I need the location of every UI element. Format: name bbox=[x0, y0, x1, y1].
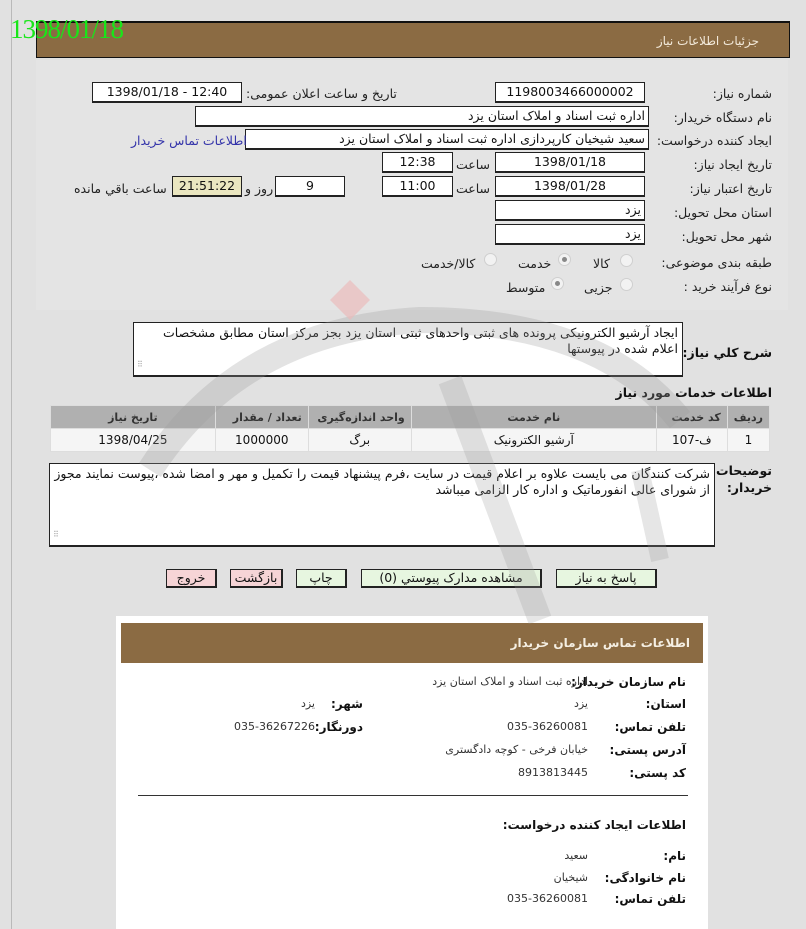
requester-family-label: نام خانوادگی: bbox=[604, 871, 686, 885]
validity-date-label: تاریخ اعتبار نیاز: bbox=[689, 181, 772, 196]
days-remaining-field[interactable]: 9 bbox=[275, 176, 345, 197]
contact-address-label: آدرس پستی: bbox=[609, 743, 686, 757]
radio-minor[interactable] bbox=[620, 278, 633, 291]
requester-family-value: شیخیان bbox=[553, 871, 588, 884]
exit-button[interactable]: خروج bbox=[166, 569, 217, 588]
process-label: نوع فرآیند خرید : bbox=[683, 279, 772, 294]
validity-time-field[interactable]: 11:00 bbox=[382, 176, 453, 197]
left-border-line bbox=[11, 0, 12, 929]
validity-time-label: ساعت bbox=[456, 181, 491, 196]
view-attachments-button[interactable]: مشاهده مدارک پیوستي (0) bbox=[361, 569, 542, 588]
contact-fax-value: 035-36267226 bbox=[234, 720, 315, 733]
radio-goods-service[interactable] bbox=[484, 253, 497, 266]
radio-medium[interactable] bbox=[551, 277, 564, 290]
print-button[interactable]: چاپ bbox=[296, 569, 347, 588]
table-row bbox=[51, 429, 770, 452]
col-code: کد خدمت bbox=[656, 406, 727, 429]
buyer-org-label: نام دستگاه خریدار: bbox=[673, 110, 772, 125]
reply-button[interactable]: پاسخ به نیاز bbox=[556, 569, 657, 588]
resize-grip-icon[interactable]: ⠿ bbox=[137, 360, 143, 369]
province-field[interactable]: یزد bbox=[495, 200, 645, 221]
contact-city-label: شهر: bbox=[331, 697, 363, 711]
cell-name: آرشیو الکترونیک bbox=[411, 429, 656, 452]
created-time-field[interactable]: 12:38 bbox=[382, 152, 453, 173]
date-stamp: 1398/01/18 bbox=[10, 14, 124, 44]
radio-medium-label: متوسط bbox=[506, 280, 546, 295]
cell-unit: برگ bbox=[308, 429, 411, 452]
need-number-label: شماره نیاز: bbox=[712, 86, 772, 101]
resize-grip-icon[interactable]: ⠿ bbox=[53, 530, 59, 539]
description-text: ایجاد آرشیو الکترونیکی پرونده های ثبتی واحدهای ثبتی استان یزد بجز مرکز استان مطابق مشخصات اعلام شده در پیوستها bbox=[163, 325, 678, 356]
services-table bbox=[50, 405, 770, 452]
cell-date: 1398/04/25 bbox=[51, 429, 216, 452]
contact-org-label: نام سازمان خریدار: bbox=[571, 675, 686, 689]
requester-name-value: سعید bbox=[564, 849, 588, 862]
contact-title: اطلاعات تماس سازمان خریدار bbox=[510, 636, 690, 650]
radio-service[interactable] bbox=[558, 253, 571, 266]
requester-info-title: اطلاعات ایجاد کننده درخواست: bbox=[502, 818, 686, 832]
requester-label: ایجاد کننده درخواست: bbox=[656, 133, 772, 148]
col-qty: تعداد / مقدار bbox=[215, 406, 308, 429]
contact-phone-value: 035-36260081 bbox=[507, 720, 588, 733]
contact-fax-label: دورنگار: bbox=[314, 720, 363, 734]
announce-label: تاریخ و ساعت اعلان عمومی: bbox=[246, 86, 397, 101]
contact-phone-label: تلفن تماس: bbox=[614, 720, 686, 734]
city-field[interactable]: یزد bbox=[495, 224, 645, 245]
description-textarea[interactable] bbox=[133, 322, 683, 377]
contact-province-value: یزد bbox=[573, 697, 588, 710]
city-label: شهر محل تحویل: bbox=[681, 229, 772, 244]
back-button[interactable]: بازگشت bbox=[230, 569, 283, 588]
table-header-row bbox=[51, 406, 770, 429]
requester-phone-label: تلفن تماس: bbox=[614, 892, 686, 906]
radio-goods[interactable] bbox=[620, 254, 633, 267]
category-label: طبقه بندی موضوعی: bbox=[661, 255, 772, 270]
cell-code: ف-107 bbox=[656, 429, 727, 452]
buyer-notes-label: توضیحات خریدار: bbox=[716, 463, 772, 495]
contact-address-value: خیابان فرخی - کوچه دادگستری bbox=[445, 743, 588, 756]
created-time-label: ساعت bbox=[456, 157, 491, 172]
contact-city-value: یزد bbox=[300, 697, 315, 710]
created-date-field[interactable]: 1398/01/18 bbox=[495, 152, 645, 173]
created-date-label: تاریخ ایجاد نیاز: bbox=[693, 157, 772, 172]
contact-postal-value: 8913813445 bbox=[518, 766, 588, 779]
buyer-contact-card bbox=[116, 616, 708, 929]
buyer-notes-text: شرکت کنندگان می بایست علاوه بر اعلام قیمت در سایت ،فرم پیشنهاد قیمت را تکمیل و مهر و امضا شده ،پیوست نمایند مجوز از شورای عالی انفورماتیک و اداره کار الزامی میباشد bbox=[54, 466, 710, 497]
radio-goods-label: کالا bbox=[593, 256, 610, 271]
buyer-contact-link[interactable]: اطلاعات تماس خریدار bbox=[131, 133, 247, 148]
radio-minor-label: جزیی bbox=[584, 280, 613, 295]
province-label: استان محل تحویل: bbox=[673, 205, 772, 220]
contact-postal-label: کد پستی: bbox=[629, 766, 686, 780]
need-number-field[interactable]: 1198003466000002 bbox=[495, 82, 645, 103]
days-label: روز و bbox=[245, 181, 274, 196]
requester-name-label: نام: bbox=[663, 849, 686, 863]
validity-date-field[interactable]: 1398/01/28 bbox=[495, 176, 645, 197]
radio-goods-service-label: کالا/خدمت bbox=[421, 256, 476, 271]
requester-field[interactable]: سعید شیخیان کارپردازی اداره ثبت اسناد و املاک استان یزد bbox=[245, 129, 649, 150]
page-title: جزئیات اطلاعات نیاز bbox=[656, 34, 759, 48]
contact-org-value: اداره ثبت اسناد و املاک استان یزد bbox=[432, 675, 588, 688]
requester-phone-value: 035-36260081 bbox=[507, 892, 588, 905]
col-name: نام خدمت bbox=[411, 406, 656, 429]
cell-row: 1 bbox=[727, 429, 769, 452]
col-unit: واحد اندازه‌گیری bbox=[308, 406, 411, 429]
announce-field[interactable]: 1398/01/18 - 12:40 bbox=[92, 82, 242, 103]
divider bbox=[138, 795, 688, 796]
cell-qty: 1000000 bbox=[215, 429, 308, 452]
col-date: تاریخ نیاز bbox=[51, 406, 216, 429]
col-row: ردیف bbox=[727, 406, 769, 429]
services-title: اطلاعات خدمات مورد نیاز bbox=[615, 385, 772, 400]
contact-header bbox=[121, 623, 703, 663]
contact-province-label: استان: bbox=[645, 697, 686, 711]
buyer-notes-textarea[interactable] bbox=[49, 463, 715, 547]
buyer-org-field[interactable]: اداره ثبت اسناد و املاک استان یزد bbox=[195, 106, 649, 127]
radio-service-label: خدمت bbox=[518, 256, 552, 271]
time-remaining-field: 21:51:22 bbox=[172, 176, 242, 197]
time-remaining-label: ساعت باقي مانده bbox=[74, 181, 167, 196]
page-header bbox=[36, 21, 790, 58]
description-label: شرح کلي نیاز: bbox=[682, 345, 772, 360]
